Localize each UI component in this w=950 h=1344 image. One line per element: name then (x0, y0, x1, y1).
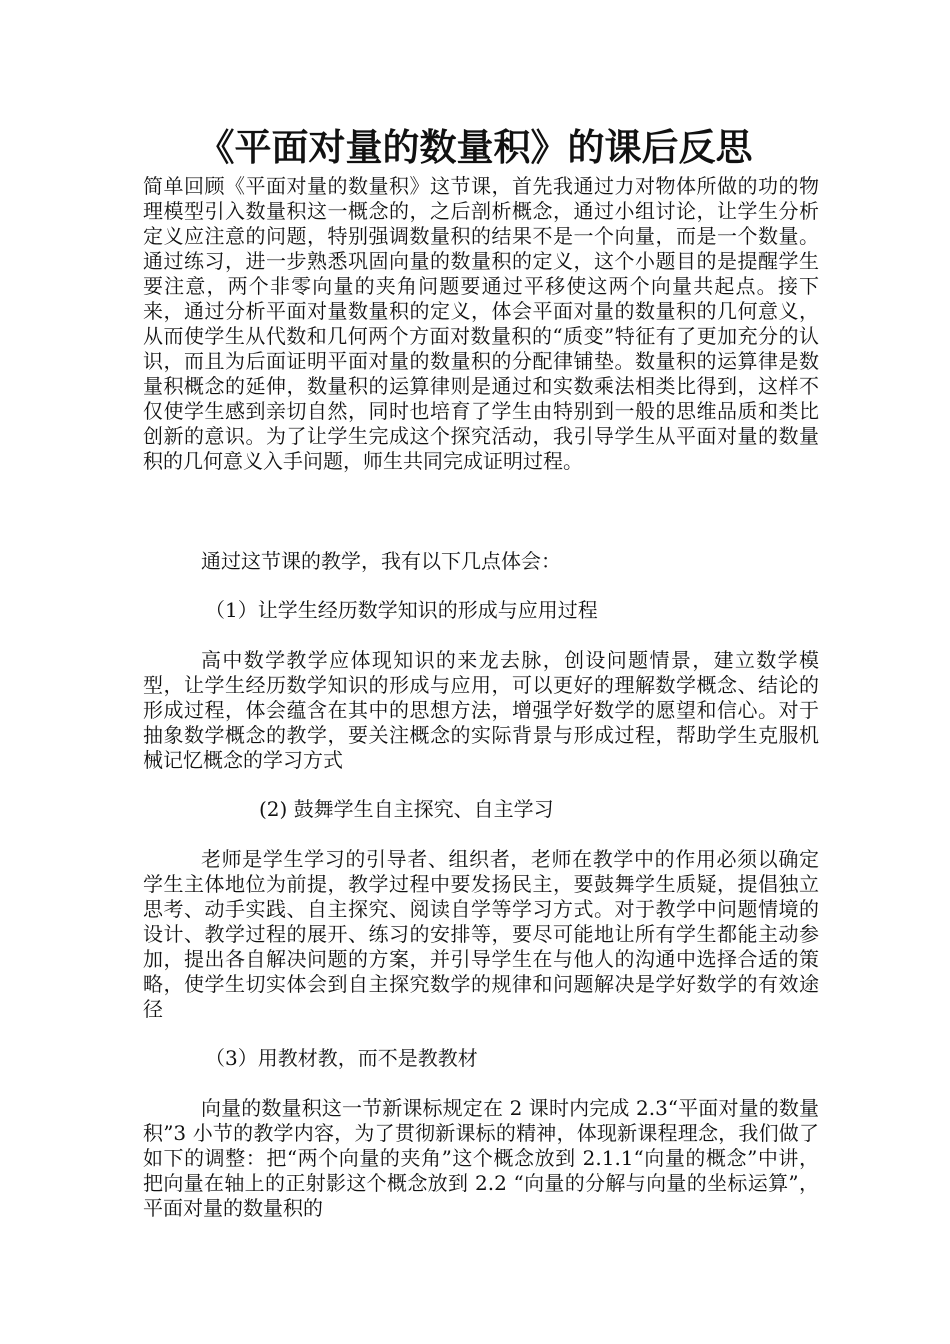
section-1-heading: （1）让学生经历数学知识的形成与应用过程 (205, 598, 598, 622)
page-title: 《平面对量的数量积》的课后反思 (197, 125, 753, 169)
section-2-body: 老师是学生学习的引导者、组织者，老师在教学中的作用必须以确定学生主体地位为前提，教学过程中要发扬民主，要鼓舞学生质疑，提倡独立思考、动手实践、自主探究、阅读自学等学习方式。对于教学中问题情境的设计、教学过程的展开、练习的安排等，要尽可能地让所有学生都能主动参加，提出各自解决问题的方案，并引导学生在与他人的沟通中选择合适的策略，使学生切实体会到自主探究数学的规律和问题解决是学好数学的有效途径 (143, 847, 819, 1021)
section-1-body: 高中数学教学应体现知识的来龙去脉，创设问题情景，建立数学模型，让学生经历数学知识的形成与应用，可以更好的理解数学概念、结论的形成过程，体会蕴含在其中的思想方法，增强学好数学的愿望和信心。对于抽象数学概念的教学，要关注概念的实际背景与形成过程，帮助学生克服机械记忆概念的学习方式 (143, 648, 819, 772)
summary-line: 通过这节课的教学，我有以下几点体会： (201, 549, 561, 573)
intro-paragraph: 简单回顾《平面对量的数量积》这节课，首先我通过力对物体所做的功的物理模型引入数量积这一概念的，之后剖析概念，通过小组讨论，让学生分析定义应注意的问题，特别强调数量积的结果不是一个向量，而是一个数量。通过练习，进一步熟悉巩固向量的数量积的定义，这个小题目的是提醒学生要注意，两个非零向量的夹角问题要通过平移使这两个向量共起点。接下来，通过分析平面对量数量积的定义，体会平面对量的数量积的几何意义，从而使学生从代数和几何两个方面对数量积的“质变”特征有了更加充分的认识，而且为后面证明平面对量的数量积的分配律铺垫。数量积的运算律是数量积概念的延伸，数量积的运算律则是通过和实数乘法相类比得到，这样不仅使学生感到亲切自然，同时也培育了学生由特别到一般的思维品质和类比创新的意识。为了让学生完成这个探究活动，我引导学生从平面对量的数量积的几何意义入手问题，师生共同完成证明过程。 (143, 174, 819, 473)
section-2-heading: (2) 鼓舞学生自主探究、自主学习 (259, 797, 554, 821)
section-3-body: 向量的数量积这一节新课标规定在 2 课时内完成 2.3“平面对量的数量积”3 小节的教学内容，为了贯彻新课标的精神，体现新课程理念，我们做了如下的调整：把“两个向量的夹角”这个概念放到 2.1.1“向量的概念”中讲，把向量在轴上的正射影这个概念放到 2.2 “向量的分解与向量的坐标运算”，平面对量的数量积的 (143, 1096, 819, 1220)
section-3-heading: （3）用教材教，而不是教教材 (205, 1046, 478, 1070)
